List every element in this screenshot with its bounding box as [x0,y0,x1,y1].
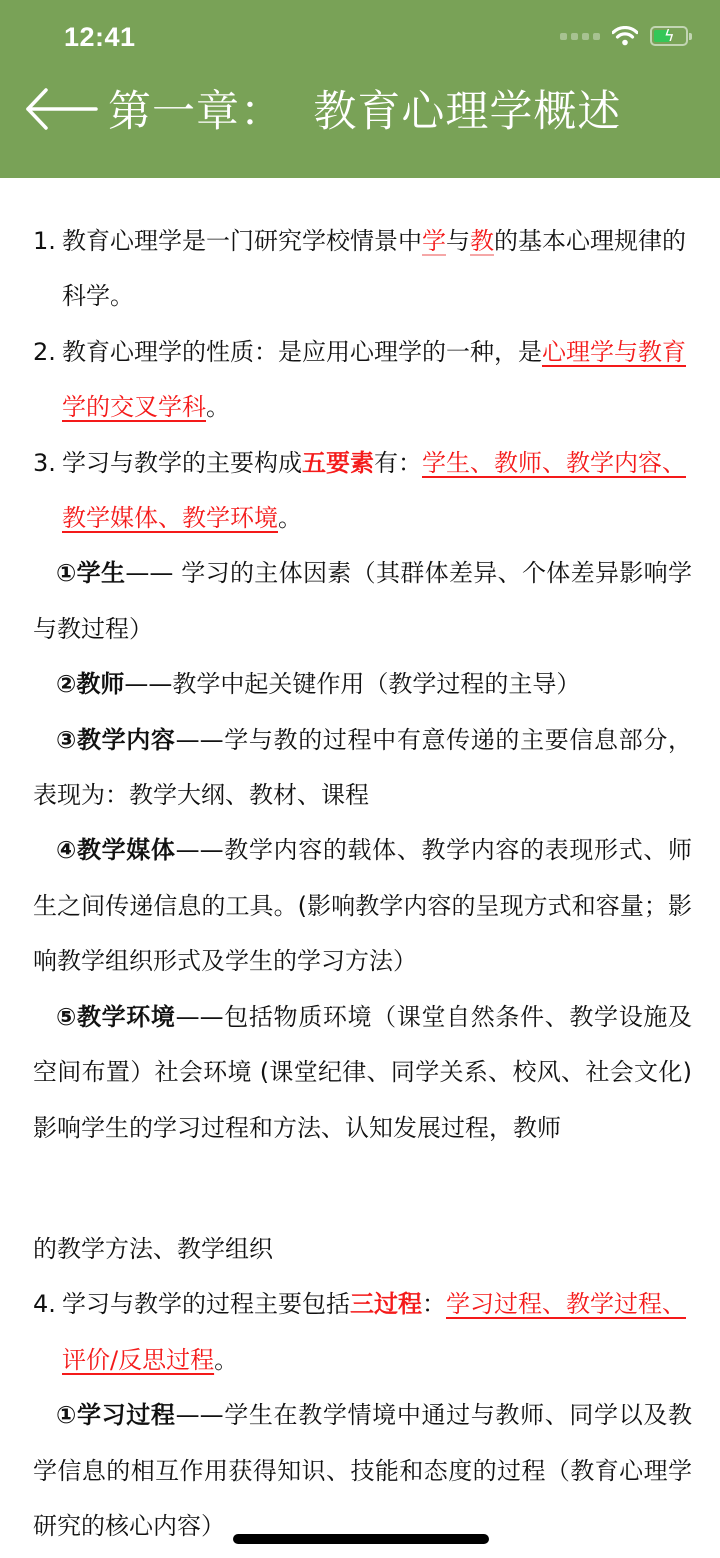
underlined-keypoint: 心理学与教育学的交叉学科 [62,337,686,422]
list-item-3: 3. 学习与教学的主要构成五要素有：学生、教师、教学内容、教学媒体、教学环境。 [33,448,686,533]
keyword-five-elements: 五要素 [302,448,374,477]
sub-item-content: ③教学内容——学与教的过程中有意传递的主要信息部分，表现为：教学大纲、教材、课程 [33,725,692,810]
underlined-keypoint: 学生、教师、教学内容、教学媒体、教学环境 [62,448,686,533]
arrow-left-icon[interactable] [24,84,98,134]
list-item-1: 1. 教育心理学是一门研究学校情景中学与教的基本心理规律的科学。 [33,227,686,311]
list-item-2: 2. 教育心理学的性质：是应用心理学的一种，是心理学与教育学的交叉学科。 [33,337,686,422]
highlight-teach: 教 [470,227,494,255]
status-icons [560,26,688,46]
app-header [0,0,720,178]
sub-item-environment-cont: 的教学方法、教学组织 [33,1234,273,1263]
sub-item-student: ①学生—— 学习的主体因素（其群体差异、个体差异影响学与教过程） [33,559,692,643]
underlined-keypoint: 学习过程、教学过程、评价/反思过程 [62,1290,686,1374]
page-title: 第一章： 教育心理学概述 [108,87,622,137]
sub-item-teacher: ②教师——教学中起关键作用（教学过程的主导） [56,670,581,699]
wifi-icon [612,26,638,46]
sub-item-learning-process: ①学习过程——学生在教学情境中通过与教师、同学以及教学信息的相互作用获得知识、技能和态度的过程（教育心理学研究的核心内容） [33,1401,692,1540]
list-item-4: 4. 学习与教学的过程主要包括三过程：学习过程、教学过程、评价/反思过程。 [33,1290,686,1374]
sub-item-media: ④教学媒体——教学内容的载体、教学内容的表现形式、师生之间传递信息的工具。(影响教学内容的呈现方式和容量；影响教学组织形式及学生的学习方法） [33,836,692,976]
article-content [0,214,720,1554]
battery-charging-icon: ϟ [650,26,688,46]
home-indicator[interactable] [233,1534,489,1544]
sub-item-environment: ⑤教学环境——包括物质环境（课堂自然条件、教学设施及空间布置）社会环境 (课堂纪律、同学关系、校风、社会文化) 影响学生的学习过程和方法、认知发展过程，教师 [33,1002,692,1142]
highlight-learn: 学 [422,227,446,255]
cellular-signal-dots-icon [560,33,600,40]
status-time: 12:41 [64,22,136,52]
keyword-three-processes: 三过程 [350,1290,422,1319]
